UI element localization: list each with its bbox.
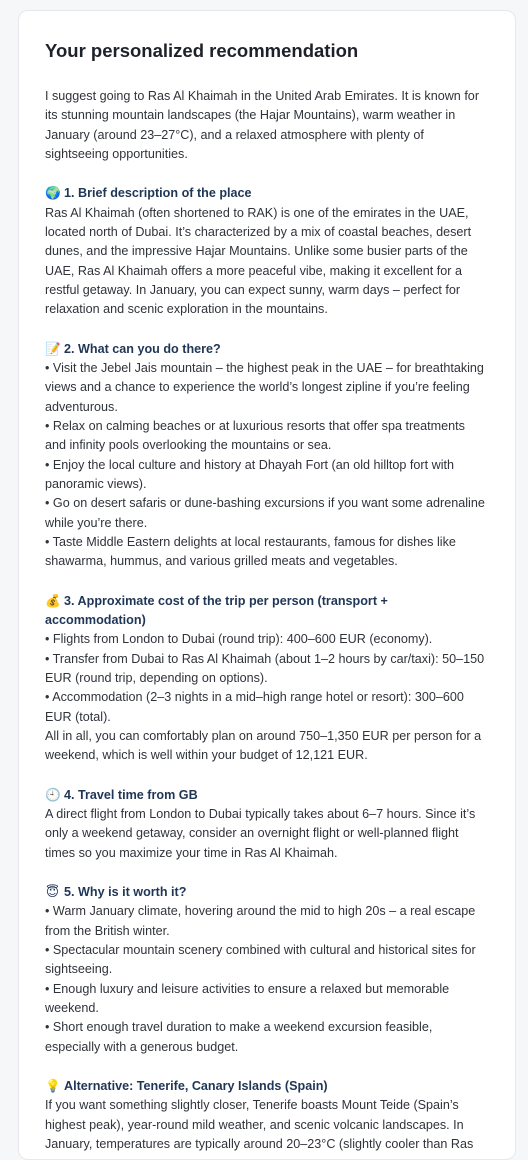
bullet-item: • Enough luxury and leisure activities to ensure a relaxed but memorable weekend.	[45, 981, 450, 1015]
section-heading-text: 5. Why is it worth it?	[64, 885, 187, 900]
intro-paragraph: I suggest going to Ras Al Khaimah in the United Arab Emirates. It is known for its stunning mountain landscapes (the Hajar Mountains), warm weather in January (around 23–27°C), and a relaxed atmosphere with plenty of sightseeing opportunities.	[45, 89, 480, 161]
light-bulb-icon: 💡	[45, 1078, 61, 1094]
section-1	[45, 183, 489, 319]
section-5	[45, 882, 489, 1057]
bullet-item: • Transfer from Dubai to Ras Al Khaimah (about 1–2 hours by car/taxi): 50–150 EUR (round trip, depending on options).	[45, 651, 485, 685]
bullet-item: • Go on desert safaris or dune-bashing excursions if you want some adrenaline while you’re there.	[45, 496, 485, 530]
bullet-item: • Taste Middle Eastern delights at local restaurants, famous for dishes like shawarma, hummus, and various grilled meats and vegetables.	[45, 534, 456, 569]
bullet-item: • Enjoy the local culture and history at Dhayah Fort (an old hilltop fort with panoramic views).	[45, 457, 455, 491]
bullet-item: • Short enough travel duration to make a weekend excursion feasible, especially with a generous budget.	[45, 1020, 433, 1054]
section-heading-text: 3. Approximate cost of the trip per person (transport + accommodation)	[45, 593, 388, 628]
section-heading	[45, 339, 489, 359]
bullet-item: • Warm January climate, hovering around the mid to high 20s – a real escape from the British winter.	[45, 904, 476, 938]
section-heading	[45, 183, 489, 203]
recommendation-card	[18, 10, 516, 1160]
section-heading	[45, 1076, 489, 1096]
globe-icon: 🌍	[45, 185, 61, 201]
bullet-item: • Flights from London to Dubai (round trip): 400–600 EUR (economy).	[45, 632, 433, 647]
section-paragraph: All in all, you can comfortably plan on around 750–1,350 EUR per person for a weekend, which is well within your budget of 12,121 EUR.	[45, 728, 482, 763]
bullet-item: • Relax on calming beaches or at luxurious resorts that offer spa treatments and infinity pools overlooking the mountains or sea.	[45, 419, 465, 453]
section-paragraph: A direct flight from London to Dubai typically takes about 6–7 hours. Since it’s only a weekend getaway, consider an overnight flight or well-planned flight times so you maximize your time in Ras Al Khaimah.	[45, 806, 476, 860]
recommendation-content	[19, 11, 515, 1154]
smiling-halo-icon: 😇	[45, 884, 60, 900]
bullet-item: • Spectacular mountain scenery combined with cultural and historical sites for sightseeing.	[45, 943, 476, 977]
section-paragraph: If you want something slightly closer, Tenerife boasts Mount Teide (Spain’s highest peak), year-round mild weather, and scenic volcanic landscapes. In January, temperatures are typically around 20–23°C (slightly cooler than Ras	[45, 1098, 474, 1152]
section-heading	[45, 785, 489, 805]
section-heading-text: Alternative: Tenerife, Canary Islands (Spain)	[64, 1079, 328, 1094]
clock-icon: 🕘	[45, 786, 61, 802]
section-3	[45, 591, 489, 766]
bullet-item: • Accommodation (2–3 nights in a mid–high range hotel or resort): 300–600 EUR (total).	[45, 690, 464, 724]
section-heading-text: 2. What can you do there?	[64, 341, 221, 356]
memo-icon: 📝	[45, 340, 61, 356]
section-6	[45, 1076, 489, 1154]
money-bag-icon: 💰	[45, 592, 61, 608]
section-paragraph: Ras Al Khaimah (often shortened to RAK) is one of the emirates in the UAE, located north of Dubai. It’s characterized by a mix of coastal beaches, desert dunes, and the impressive Hajar Mountains. Unlike some busier parts of the UAE, Ras Al Khaimah offers a more peaceful vibe, making it excellent for a restful getaway. In January, you can expect sunny, warm days – perfect for relaxation and scenic exploration in the mountains.	[45, 205, 472, 317]
section-heading	[45, 591, 489, 631]
section-heading-text: 4. Travel time from GB	[64, 787, 198, 802]
page-title: Your personalized recommendation	[45, 40, 359, 61]
section-heading-text: 1. Brief description of the place	[64, 186, 252, 201]
sections-container	[45, 183, 489, 1154]
section-heading	[45, 882, 489, 902]
section-4	[45, 785, 489, 863]
section-2	[45, 339, 489, 572]
bullet-item: • Visit the Jebel Jais mountain – the highest peak in the UAE – for breathtaking views and a chance to experience the world’s longest zipline if you’re feeling adventurous.	[45, 361, 484, 414]
